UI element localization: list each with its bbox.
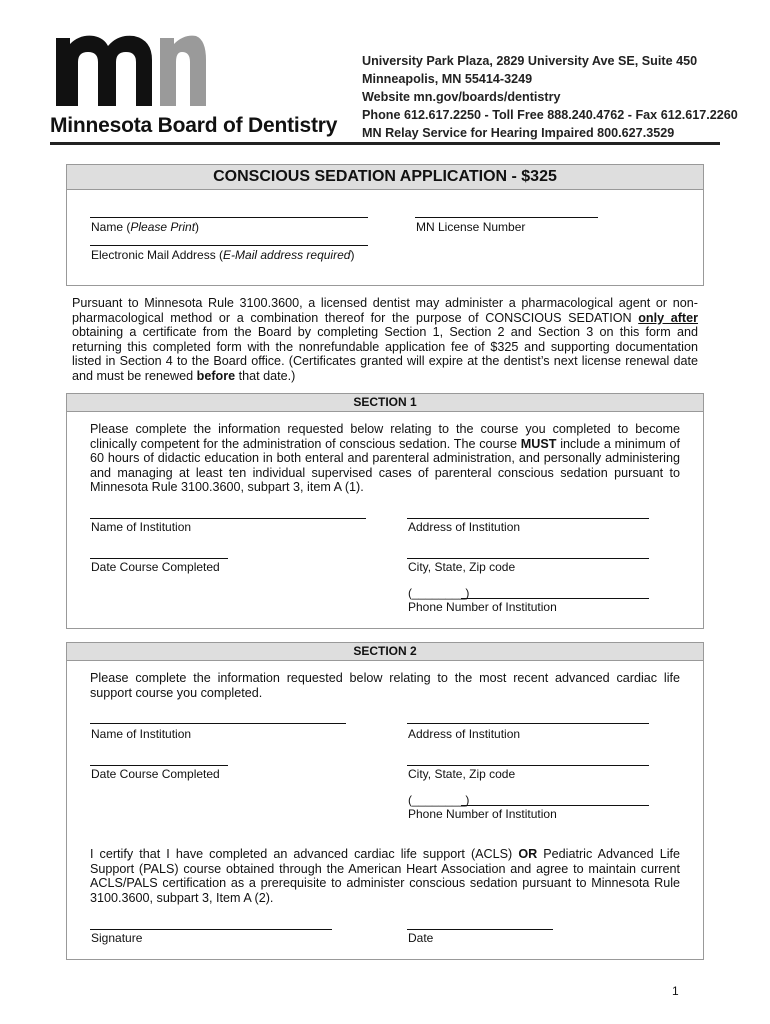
section-1-paragraph: Please complete the information requested below relating to the course you completed to become clinically competent for the administration of conscious sedation. The course MUST include a minimum of 60 hours of didactic education in both enteral and parenteral administration, and personally administering and managing at least ten individual supervised cases of parenteral conscious sedation pursuant to Minnesota Rule 3100.3600, subpart 3, item A (1). (90, 422, 680, 495)
s2-city-line[interactable] (407, 765, 649, 766)
header-rule (50, 142, 720, 145)
s2-address-label: Address of Institution (408, 727, 521, 741)
section-1-heading: SECTION 1 (67, 394, 703, 412)
relay-line: MN Relay Service for Hearing Impaired 800.627.3529 (362, 126, 675, 140)
s1-address-label: Address of Institution (408, 520, 521, 534)
mn-logo-icon (56, 30, 206, 106)
s1-date-line[interactable] (90, 558, 228, 559)
email-input-line[interactable] (90, 245, 368, 246)
section-2-heading: SECTION 2 (67, 643, 703, 661)
section-2-box (66, 642, 704, 960)
s2-date-line[interactable] (90, 765, 228, 766)
address-line-1: University Park Plaza, 2829 University Ave SE, Suite 450 (362, 54, 698, 68)
s1-phone-prefix: (________) (408, 586, 470, 600)
section-2-paragraph: Please complete the information requested below relating to the most recent advanced cardiac life support course you completed. (90, 671, 680, 700)
s2-phone-prefix: (________) (408, 793, 470, 807)
form-title: CONSCIOUS SEDATION APPLICATION - $325 (67, 165, 703, 190)
signature-line[interactable] (90, 929, 332, 930)
applicant-box (66, 164, 704, 286)
s1-city-line[interactable] (407, 558, 649, 559)
s1-date-label: Date Course Completed (91, 560, 220, 574)
website: Website mn.gov/boards/dentistry (362, 90, 561, 104)
certification-paragraph: I certify that I have completed an advanced cardiac life support (ACLS) OR Pediatric Advanced Life Support (PALS) course obtained through the American Heart Association and agree to maintain current ACLS/PALS certification as a prerequisite to administer conscious sedation pursuant to Minnesota Rule 3100.3600, subpart 3, Item A (2). (90, 847, 680, 905)
s1-city-label: City, State, Zip code (408, 560, 516, 574)
section-1-box (66, 393, 704, 629)
license-input-line[interactable] (415, 217, 598, 218)
email-label: Electronic Mail Address (E-Mail address required) (91, 248, 355, 262)
org-name: Minnesota Board of Dentistry (50, 114, 338, 137)
s1-institution-label: Name of Institution (91, 520, 192, 534)
s2-city-label: City, State, Zip code (408, 767, 516, 781)
contact-info (362, 52, 738, 142)
s1-phone-label: Phone Number of Institution (408, 600, 557, 614)
board-logo (50, 30, 338, 140)
phone-line: Phone 612.617.2250 - Toll Free 888.240.4762 - Fax 612.617.2260 (362, 108, 738, 122)
intro-paragraph: Pursuant to Minnesota Rule 3100.3600, a licensed dentist may administer a pharmacological agent or non-pharmacological method or a combination thereof for the purpose of CONSCIOUS SEDATION only after obtaining a certificate from the Board by completing Section 1, Section 2 and Section 3 on this form and returning this completed form with the nonrefundable application fee of $325 and supporting documentation listed in Section 4 to the Board office. (Certificates granted will expire at the dentist’s next license renewal date and must be renewed before that date.) (72, 296, 698, 383)
s1-address-line[interactable] (407, 518, 649, 519)
sign-date-label: Date (408, 931, 434, 945)
s2-date-label: Date Course Completed (91, 767, 220, 781)
signature-label: Signature (91, 931, 143, 945)
s2-institution-label: Name of Institution (91, 727, 192, 741)
s1-phone-line[interactable] (461, 598, 649, 599)
license-label: MN License Number (416, 220, 526, 234)
s2-address-line[interactable] (407, 723, 649, 724)
s2-phone-line[interactable] (461, 805, 649, 806)
s1-institution-line[interactable] (90, 518, 366, 519)
address-line-2: Minneapolis, MN 55414-3249 (362, 72, 533, 86)
s2-phone-label: Phone Number of Institution (408, 807, 557, 821)
name-label: Name (Please Print) (91, 220, 200, 234)
name-input-line[interactable] (90, 217, 368, 218)
s2-institution-line[interactable] (90, 723, 346, 724)
page-number: 1 (672, 984, 679, 998)
sign-date-line[interactable] (407, 929, 553, 930)
